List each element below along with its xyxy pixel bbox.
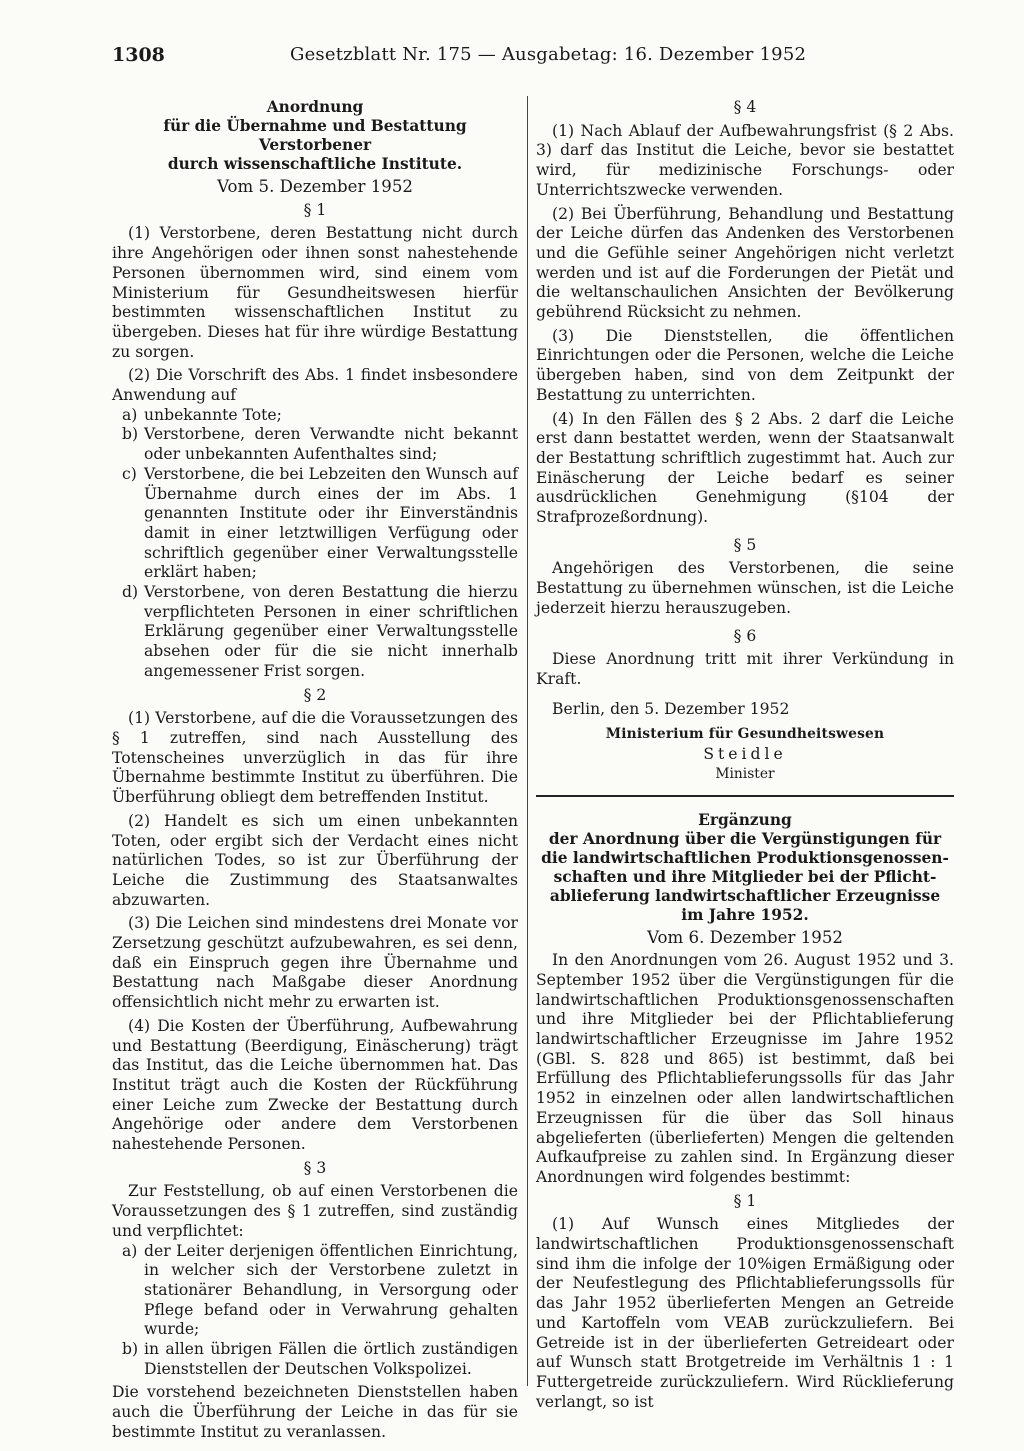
list-label: d) (122, 583, 139, 602)
paragraph: (2) Bei Überführung, Behandlung und Bestattung der Leiche dürfen das Andenken des Verstorbenen und die Gefühle seiner Angehörigen nicht verletzt werden und ist auf die Forderungen der Pietät und die weltanschaulichen Ansichten der Bevölkerung gebührend Rücksicht zu nehmen. (536, 204, 954, 322)
supplement-subtitle: die landwirtschaftlichen Produktionsgenossen- (541, 848, 949, 867)
list-text: Verstorbene, die bei Lebzeiten den Wunsch auf Übernahme durch eines der im Abs. 1 genannten Institute oder ihr Einverständnis damit in einer letztwilligen Verfügung oder schriftlich gegenüber einer Verwaltungsstelle erklärt haben; (144, 464, 518, 582)
paragraph: (2) Die Vorschrift des Abs. 1 findet insbesondere Anwendung auf (112, 366, 518, 405)
list-item (112, 425, 518, 464)
paragraph: (2) Handelt es sich um einen unbekannten Toten, oder ergibt sich der Verdacht eines nicht natürlichen Todes, so ist zur Überführung der Leiche die Zustimmung des Staatsanwaltes abzuwarten. (112, 811, 518, 909)
list-item (112, 465, 518, 583)
supplement-title: Ergänzung (698, 810, 792, 829)
supplement-subtitle: im Jahre 1952. (681, 905, 809, 924)
ministry-name: Ministerium für Gesundheitswesen (605, 726, 885, 743)
left-column (112, 98, 518, 1443)
section-heading: § 2 (303, 685, 327, 704)
page-number: 1308 (112, 44, 165, 66)
ordinance-subtitle: für die Übernahme und Bestattung Verstorbener (163, 117, 467, 154)
list-label: b) (122, 1340, 139, 1359)
right-column (536, 98, 954, 1412)
list-label: b) (122, 425, 139, 444)
place-date: Berlin, den 5. Dezember 1952 (552, 699, 790, 718)
paragraph: (1) Verstorbene, auf die die Voraussetzungen des § 1 zutreffen, sind nach Ausstellung des Totenscheines unverzüglich in das für ihre Übernahme bestimmte Institut zu überführen. Die Überführung obliegt dem betreffenden Institut. (112, 709, 518, 807)
column-divider (527, 96, 528, 1386)
paragraph: (1) Verstorbene, deren Bestattung nicht durch ihre Angehörigen oder ihnen sonst nahestehende Personen übernommen wird, sind einem vom Ministerium für Gesundheitswesen hierfür bestimmten wissenschaftlichen Institut zu übergeben. Dieses hat für ihre würdige Bestattung zu sorgen. (112, 224, 518, 361)
paragraph: In den Anordnungen vom 26. August 1952 und 3. September 1952 über die Vergünstigungen für die landwirtschaftlichen Produktionsgenossenschaften und ihre Mitglieder bei der Pflichtablieferung landwirtschaftlicher Erzeugnisse im Jahre 1952 (GBl. S. 828 und 865) ist bestimmt, daß bei Erfüllung des Pflichtablieferungssolls für das Jahr 1952 in einzelnen oder allen landwirtschaftlichen Erzeugnissen für die über das Soll hinaus abgelieferten (überlieferten) Mengen die geltenden Aufkaufpreise zu zahlen sind. In Ergänzung dieser Anordnungen wird folgendes bestimmt: (536, 951, 954, 1186)
list-label: a) (122, 1241, 138, 1260)
section-heading: § 6 (733, 626, 757, 645)
section-heading: § 1 (303, 200, 327, 219)
supplement-subtitle: schaften und ihre Mitglieder bei der Pflicht- (553, 867, 937, 886)
gazette-title: Gesetzblatt Nr. 175 — Ausgabetag: 16. Dezember 1952 (290, 44, 807, 65)
paragraph: Die vorstehend bezeichneten Dienststellen haben auch die Überführung der Leiche in das für sie bestimmte Institut zu veranlassen. (112, 1383, 518, 1441)
section-heading: § 3 (303, 1158, 327, 1177)
paragraph: Zur Feststellung, ob auf einen Verstorbenen die Voraussetzungen des § 1 zutreffen, sind zuständig und verpflichtet: (112, 1182, 518, 1240)
supplement-subtitle: ablieferung landwirtschaftlicher Erzeugnisse (549, 886, 941, 905)
ordinance-subtitle: durch wissenschaftliche Institute. (167, 155, 463, 173)
paragraph: Diese Anordnung tritt mit ihrer Verkündung in Kraft. (536, 650, 954, 688)
section-heading: § 1 (733, 1191, 757, 1210)
ordinance-date: Vom 5. Dezember 1952 (217, 177, 413, 196)
list-item (112, 406, 518, 426)
section-heading: § 5 (733, 535, 757, 554)
list-text: Verstorbene, von deren Bestattung die hierzu verpflichteten Personen in einer schriftlichen Erklärung gegenüber einer Verwaltungsstelle absehen oder für die sie nicht innerhalb angemessener Frist sorgen. (144, 583, 518, 680)
paragraph: (1) Auf Wunsch eines Mitgliedes der landwirtschaftlichen Produktionsgenossenschaft sind ihm die infolge der 10%igen Ermäßigung oder der Neufestlegung des Pflichtablieferungssolls für das Jahr 1952 überlieferten Mengen an Getreide und Kartoffeln vom VEAB zurückzuliefern. Bei Getreide ist in der überlieferten Getreideart oder auf Wunsch statt Brotgetreide im Verhältnis 1 : 1 Futtergetreide zurückzuliefern. Wird Rücklieferung verlangt, so ist (536, 1215, 954, 1411)
list-item (112, 1340, 518, 1379)
list-text: der Leiter derjenigen öffentlichen Einrichtung, in welcher sich der Verstorbene zuletzt in stationärer Behandlung, in Versorgung oder Pflege befand oder in Verwahrung gehalten wurde; (144, 1241, 518, 1339)
signatory-name: Steidle (703, 745, 787, 764)
paragraph: Angehörigen des Verstorbenen, die seine Bestattung zu übernehmen wünschen, ist die Leiche jederzeit hierzu herauszugeben. (536, 559, 954, 617)
paragraph: (1) Nach Ablauf der Aufbewahrungsfrist (§ 2 Abs. 3) darf das Institut die Leiche, bevor sie bestattet wird, für medizinische Forschungs- oder Unterrichtszwecke verwenden. (536, 121, 954, 199)
paragraph: (3) Die Leichen sind mindestens drei Monate vor Zersetzung geschützt aufzubewahren, es sei denn, daß ein Einspruch gegen ihre Übernahme und Bestattung nach Maßgabe dieser Anordnung offensichtlich nicht mehr zu erwarten ist. (112, 914, 518, 1012)
paragraph: (4) In den Fällen des § 2 Abs. 2 darf die Leiche erst dann bestattet werden, wenn der Staatsanwalt der Bestattung schriftlich zugestimmt hat. Auch zur Einäscherung der Leiche bedarf es seiner ausdrücklichen Genehmigung (§104 der Strafprozeßordnung). (536, 409, 954, 527)
list-item (112, 583, 518, 682)
paragraph: (3) Die Dienststellen, die öffentlichen Einrichtungen oder die Personen, welche die Leiche übergeben haben, sind von dem Zeitpunkt der Bestattung zu unterrichten. (536, 326, 954, 404)
signatory-role: Minister (715, 765, 775, 782)
ordinance-title: Anordnung (266, 98, 364, 116)
page-header (112, 44, 952, 70)
section-separator (536, 795, 954, 797)
section-heading: § 4 (733, 98, 757, 116)
supplement-date: Vom 6. Dezember 1952 (647, 927, 843, 947)
list-item (112, 1242, 518, 1341)
list-label: c) (122, 464, 137, 483)
list-text: in allen übrigen Fällen die örtlich zuständigen Dienststellen der Deutschen Volkspolizei. (144, 1340, 518, 1378)
supplement-subtitle: der Anordnung über die Vergünstigungen für (548, 829, 942, 848)
list-text: Verstorbene, deren Verwandte nicht bekannt oder unbekannten Aufenthaltes sind; (144, 425, 518, 464)
paragraph: (4) Die Kosten der Überführung, Aufbewahrung und Bestattung (Beerdigung, Einäscherung) trägt das Institut, das die Leiche übernommen hat. Das Institut trägt auch die Kosten der Rückführung einer Leiche zum Zwecke der Bestattung durch Angehörige oder andere dem Verstorbenen nahestehende Personen. (112, 1016, 518, 1154)
list-label: a) (122, 405, 138, 424)
list-text: unbekannte Tote; (144, 405, 282, 424)
